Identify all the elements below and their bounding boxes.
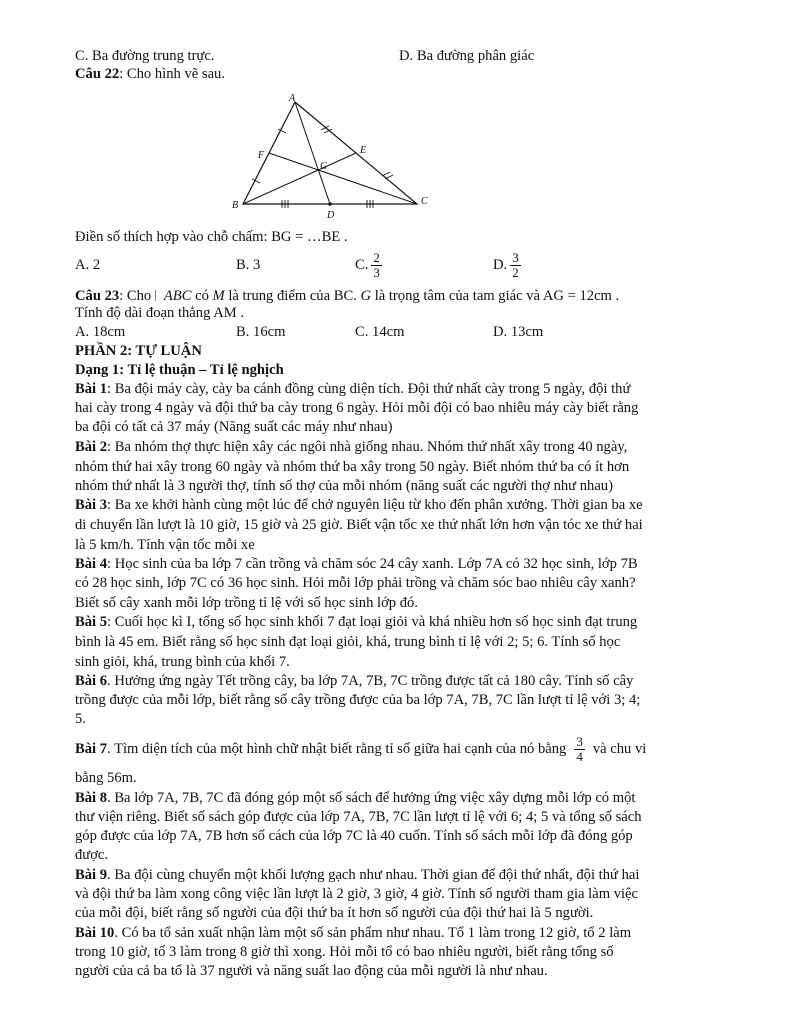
fraction-denominator: 2	[512, 265, 519, 281]
bai7-line-1	[75, 730, 646, 768]
q22-option-d	[493, 246, 524, 284]
q22-heading	[75, 66, 225, 83]
bai5-text-1: : Cuối học kì I, tổng số học sinh khối 7 đạt loại giỏi và khá nhiều hơn số học sinh đạt trung	[107, 614, 638, 630]
bai1-line-1	[75, 381, 630, 398]
q23-option-d: D. 13cm	[493, 324, 544, 340]
bai6-text-1: . Hưởng ứng ngày Tết trồng cây, ba lớp 7A, 7B, 7C trồng được tất cả 180 cây. Tính số cây	[107, 673, 634, 689]
bai5-line-3: sinh giỏi, khá, trung bình của khối 7.	[75, 654, 290, 670]
bai9-line-1	[75, 867, 639, 884]
q22-option-c-prefix: C.	[355, 257, 369, 273]
q21-option-d: D. Ba đường phân giác	[399, 48, 535, 64]
q22-option-d-prefix: D.	[493, 257, 508, 273]
q23-option-c: C. 14cm	[355, 324, 405, 340]
q23-label: Câu 23	[75, 288, 120, 304]
bai3-text-1: : Ba xe khởi hành cùng một lúc để chở nguyên liệu từ kho đến phân xưởng. Thời gian ba xe	[107, 497, 643, 513]
label-g: G	[320, 161, 328, 172]
bai7-text-end: và chu vi	[592, 741, 647, 757]
bai10-line-2: trong 10 giờ, tổ 3 làm trong 8 giờ thì xong. Hỏi mỗi tổ có bao nhiêu người, biết rằng tổng số	[75, 944, 614, 960]
bai1-text-1: : Ba đội máy cày, cày ba cánh đồng cùng diện tích. Đội thứ nhất cày trong 5 ngày, đội thứ	[107, 381, 631, 397]
bai2-label: Bài 2	[75, 439, 108, 455]
bai10-line-1	[75, 925, 631, 942]
median-cf	[269, 153, 417, 204]
q22-fill-line	[75, 229, 348, 246]
bai9-label: Bài 9	[75, 867, 108, 883]
q23-option-b: B. 16cm	[236, 324, 286, 340]
q22-option-a: A. 2	[75, 257, 101, 273]
bai2-line-3: nhóm thứ nhất là 3 người thợ, tính số thợ của mỗi nhóm (năng suất các người thợ như nhau)	[75, 478, 613, 494]
type1-heading: Dạng 1: Tỉ lệ thuận – Tỉ lệ nghịch	[75, 362, 284, 378]
bai4-text-1: : Học sinh của ba lớp 7 cần trồng và chăm sóc 24 cây xanh. Lớp 7A có 32 học sinh, lớp 7B	[107, 556, 638, 572]
bai6-line-2: trồng được của mỗi lớp, biết rằng số cây trồng được của ba lớp 7A, 7B, 7C lần lượt tỉ lệ với 3; 4;	[75, 692, 641, 708]
label-d: D	[327, 210, 335, 221]
bai10-text-1: . Có ba tổ sản xuất nhận làm một số sản phẩm như nhau. Tổ 1 làm trong 12 giờ, tổ 2 làm	[114, 925, 632, 941]
bai1-line-2: hai cày trong 4 ngày và đội thứ ba cày trong 6 ngày. Hỏi mỗi đội có bao nhiêu máy cày biết rằng	[75, 400, 639, 416]
bai5-line-1	[75, 614, 637, 631]
q21-option-c: C. Ba đường trung trực.	[75, 48, 215, 64]
q23-option-a: A. 18cm	[75, 324, 126, 340]
q23-m: M	[212, 288, 225, 304]
bai7-line-2: bằng 56m.	[75, 770, 137, 786]
q22-fill-text: Điền số thích hợp vào chỗ chấm:	[75, 229, 268, 245]
bai4-line-2: có 28 học sinh, lớp 7C có 36 học sinh. Hỏi mỗi lớp phải trồng và chăm sóc bao nhiêu cây xanh?	[75, 575, 636, 591]
q22-option-c	[355, 246, 385, 284]
bai4-label: Bài 4	[75, 556, 108, 572]
bai6-label: Bài 6	[75, 673, 108, 689]
q22-fill-expr: BG = …BE .	[271, 229, 348, 245]
bai9-text-1: . Ba đội cùng chuyển một khối lượng gạch như nhau. Thời gian để đội thứ nhất, đội thứ hai	[107, 867, 640, 883]
bai2-text-1: : Ba nhóm thợ thực hiện xây các ngôi nhà giống nhau. Nhóm thứ nhất xây trong 40 ngày,	[107, 439, 628, 455]
bai3-label: Bài 3	[75, 497, 108, 513]
label-f: F	[258, 150, 265, 161]
bai8-text-1: . Ba lớp 7A, 7B, 7C đã đóng góp một số sách để hưởng ứng việc xây dựng mỗi lớp có một	[107, 790, 636, 806]
bai8-line-4: được.	[75, 847, 109, 863]
label-a: A	[289, 93, 296, 104]
q22-text: : Cho hình vẽ sau.	[119, 66, 226, 82]
part2-heading: PHẦN 2: TỰ LUẬN	[75, 343, 202, 359]
q22-option-d-fraction	[510, 251, 521, 280]
label-c: C	[421, 196, 428, 207]
bai7-label: Bài 7	[75, 741, 108, 757]
tick-marks-ac	[321, 126, 393, 179]
q23-text-1: : Cho	[119, 288, 155, 304]
bai5-line-2: bình là 45 em. Biết rằng số học sinh đạt loại giỏi, khá, trung bình tỉ lệ với 2; 5; 6. Tính số học	[75, 634, 621, 650]
bai2-line-1	[75, 439, 627, 456]
bai1-label: Bài 1	[75, 381, 108, 397]
label-e: E	[360, 145, 367, 156]
q23-line-2: Tính độ dài đoạn thẳng AM .	[75, 305, 245, 321]
bai5-label: Bài 5	[75, 614, 108, 630]
fraction-denominator: 4	[576, 749, 583, 765]
bai3-line-3: là 5 km/h. Tính vận tốc mỗi xe	[75, 537, 255, 553]
triangle-figure	[225, 92, 440, 222]
q23-g: G	[360, 288, 372, 304]
bai6-line-3: 5.	[75, 711, 86, 727]
q23-triangle-name: ABC	[163, 288, 192, 304]
bai2-line-2: nhóm thứ hai xây trong 60 ngày và nhóm thứ ba xây trong 50 ngày. Biết nhóm thứ ba có ít hơn	[75, 459, 630, 475]
bai3-line-1	[75, 497, 643, 514]
bai6-line-1	[75, 673, 633, 690]
bai8-line-2: thư viện riêng. Biết số sách góp được của lớp 7A, 7B, 7C lần lượt tỉ lệ với 6; 4; 5 và tổng số sách	[75, 809, 642, 825]
fraction-numerator: 3	[576, 734, 583, 750]
q22-label: Câu 22	[75, 66, 120, 82]
bai8-line-1	[75, 790, 635, 807]
q22-option-c-fraction	[371, 251, 382, 280]
bai9-line-2: và đội thứ ba làm xong công việc lần lượt là 2 giờ, 3 giờ, 4 giờ. Tính số người tham gia làm việc	[75, 886, 639, 902]
fraction-numerator: 3	[512, 250, 519, 266]
fraction-denominator: 3	[373, 265, 380, 281]
bai8-label: Bài 8	[75, 790, 108, 806]
label-b: B	[232, 200, 239, 211]
point-d-dot	[328, 202, 332, 206]
q23-text-2: có	[191, 288, 213, 304]
triangle-symbol	[155, 290, 164, 301]
bai8-line-3: góp được của lớp 7A, 7B hơn số cách của lớp 7C là 40 cuốn. Tính số sách mỗi lớp đã đóng góp	[75, 828, 633, 844]
q23-text-4: là trọng tâm của tam giác và AG = 12cm .	[371, 288, 620, 304]
bai4-line-1	[75, 556, 638, 573]
bai1-line-3: ba đội có tất cả 37 máy (Năng suất các máy như nhau)	[75, 419, 393, 435]
bai7-fraction	[574, 735, 585, 764]
q22-option-b: B. 3	[236, 257, 261, 273]
fraction-numerator: 2	[373, 250, 380, 266]
q23-line-1	[75, 288, 619, 305]
bai10-label: Bài 10	[75, 925, 115, 941]
bai9-line-3: của mỗi đội, biết rằng số người của đội thứ ba ít hơn số người của đội thứ hai là 5 người.	[75, 905, 594, 921]
bai10-line-3: người của cả ba tổ là 37 người và năng suất lao động của mỗi người là như nhau.	[75, 963, 548, 979]
bai4-line-3: Biết số cây xanh mỗi lớp trồng tỉ lệ với số học sinh lớp đó.	[75, 595, 418, 611]
bai7-text-1: . Tìm diện tích của một hình chữ nhật biết rằng tỉ số giữa hai cạnh của nó bằng	[107, 741, 567, 757]
bai3-line-2: di chuyển lần lượt là 10 giờ, 15 giờ và 25 giờ. Biết vận tốc xe thứ nhất lớn hơn vận tóc xe thứ hai	[75, 517, 643, 533]
q23-text-3: là trung điểm của BC.	[224, 288, 361, 304]
